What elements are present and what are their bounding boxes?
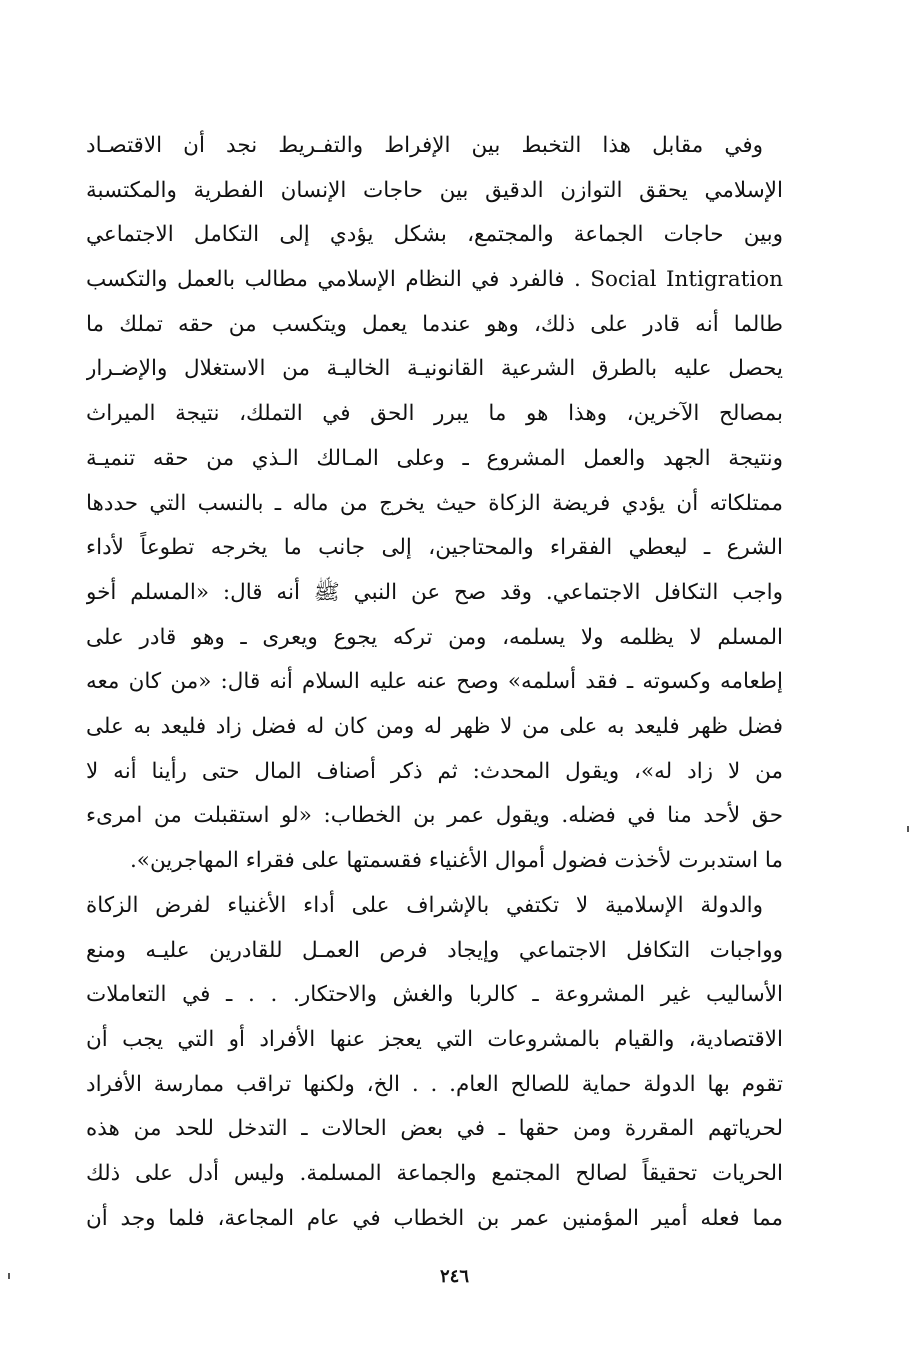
text-line: بمصالح الآخرين، وهذا هو ما يبرر الحق في التملك، نتيجة الميراث <box>86 401 783 427</box>
text-line: الإسلامي يحقق التوازن الدقيق بين حاجات الإنسان الفطرية والمكتسبة <box>86 177 783 203</box>
text-line: المسلم لا يظلمه ولا يسلمه، ومن تركه يجوع ويعرى ـ وهو قادر على <box>86 624 783 650</box>
text-line: طالما أنه قادر على ذلك، وهو عندما يعمل ويتكسب من حقه تملك ما <box>86 311 783 337</box>
text-line: وواجبات التكافل الاجتماعي وإيجاد فرص العمـل للقادرين عليـه ومنع <box>86 937 783 963</box>
paragraph-2 <box>86 884 783 1242</box>
paragraph-1 <box>86 124 783 884</box>
text-line: الأساليب غير المشروعة ـ كالربا والغش والاحتكار. . . ـ في التعاملات <box>86 982 783 1008</box>
text-line: وبين حاجات الجماعة والمجتمع، بشكل يؤدي إلى التكامل الاجتماعي <box>86 222 783 248</box>
text-line: حق لأحد منا في فضله. ويقول عمر بن الخطاب: «لو استقبلت من امرىء <box>86 803 783 829</box>
text-line: يحصل عليه بالطرق الشرعية القانونيـة الخاليـة من الاستغلال والإضـرار <box>86 356 783 382</box>
text-line: Social Intigration . فالفرد في النظام الإسلامي مطالب بالعمل والتكسب <box>86 267 783 293</box>
text-line: الشرع ـ ليعطي الفقراء والمحتاجين، إلى جانب ما يخرجه تطوعاً لأداء <box>86 535 783 561</box>
text-line: لحرياتهم المقررة ومن حقها ـ في بعض الحالات ـ التدخل للحد من هذه <box>86 1116 783 1142</box>
text-line: الحريات تحقيقاً لصالح المجتمع والجماعة المسلمة. وليس أدل على ذلك <box>86 1161 783 1187</box>
page-number: ٢٤٦ <box>439 1266 469 1287</box>
text-line: ما استدبرت لأخذت فضول أموال الأغنياء فقسمتها على فقراء المهاجرين». <box>129 848 783 873</box>
text-line: مما فعله أمير المؤمنين عمر بن الخطاب في عام المجاعة، فلما وجد أن <box>86 1205 783 1231</box>
text-line: ونتيجة الجهد والعمل المشروع ـ وعلى المـالك الـذي من حقه تنميـة <box>86 445 783 471</box>
text-line: تقوم بها الدولة حماية للصالح العام. . . الخ، ولكنها تراقب ممارسة الأفراد <box>86 1071 783 1097</box>
text-line: الاقتصادية، والقيام بالمشروعات التي يعجز عنها الأفراد أو التي يجب أن <box>86 1027 783 1053</box>
text-line: وفي مقابل هذا التخبط بين الإفراط والتفـريط نجد أن الاقتصـاد <box>86 133 763 158</box>
text-line: فضل ظهر فليعد به على من لا ظهر له ومن كان له فضل زاد فليعد به على <box>86 713 783 739</box>
text-line: إطعامه وكسوته ـ فقد أسلمه» وصح عنه عليه السلام أنه قال: «من كان معه <box>86 669 783 695</box>
text-line: من لا زاد له»، ويقول المحدث: ثم ذكر أصناف المال حتى رأينا أنه لا <box>86 758 783 784</box>
text-line: واجب التكافل الاجتماعي. وقد صح عن النبي ﷺ أنه قال: «المسلم أخو <box>86 579 783 605</box>
text-line: والدولة الإسلامية لا تكتفي بالإشراف على أداء الأغنياء لفرض الزكاة <box>86 893 763 918</box>
text-line: ممتلكاته أن يؤدي فريضة الزكاة حيث يخرج من ماله ـ بالنسب التي حددها <box>86 490 783 516</box>
scan-edge-mark <box>8 1273 10 1279</box>
